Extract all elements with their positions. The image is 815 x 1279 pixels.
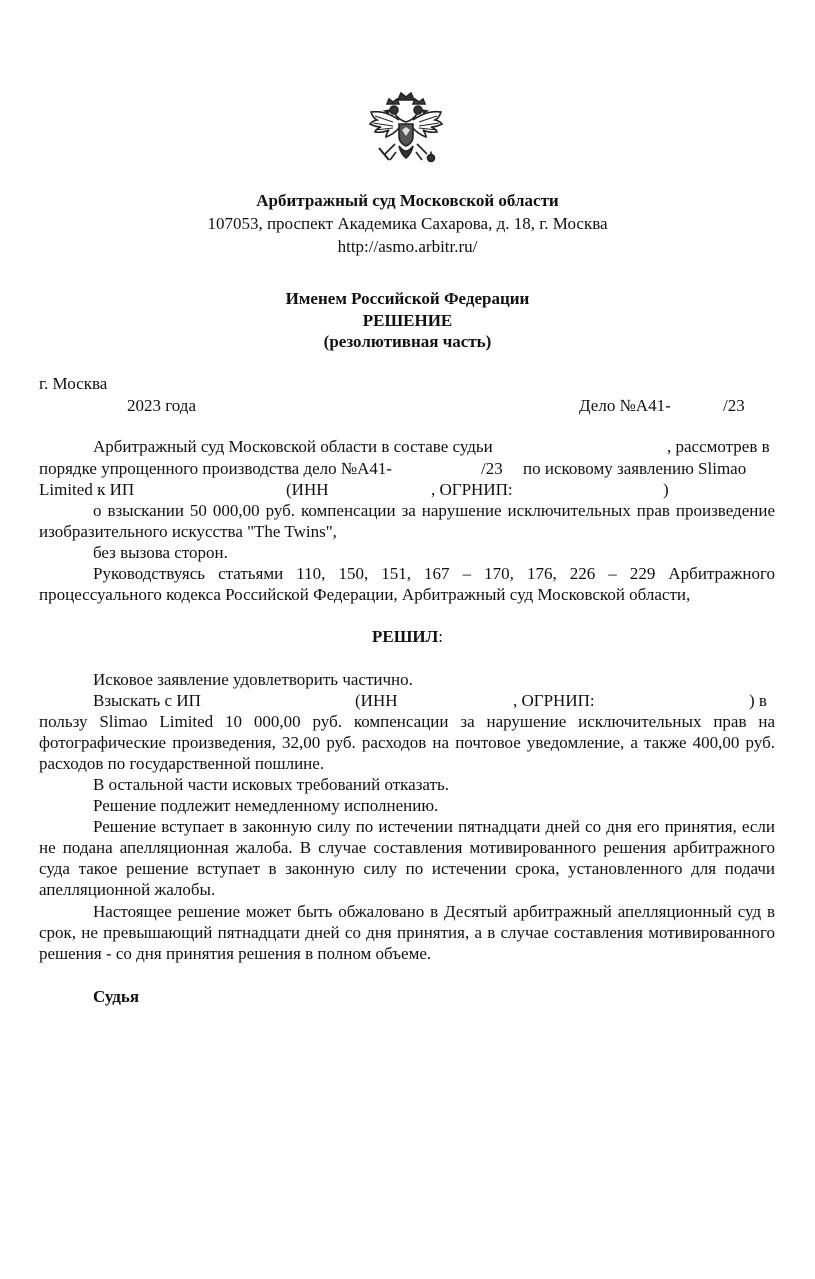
no-parties-note: без вызова сторон. xyxy=(93,543,228,562)
decision-item-4: Решение подлежит немедленному исполнению. xyxy=(93,796,439,815)
decision-item-5: Решение вступает в законную силу по истечении пятнадцати дней со дня его принятия, если не подана апелляционная жалоба. В случае составления мотивированного решения арбитражного суда такое решение вступает в законную силу по истечении срока, установленного для подачи апелляционной жалобы. xyxy=(39,817,775,899)
decision-item-1: Исковое заявление удовлетворить частично. xyxy=(93,670,413,689)
recovery-line-1-d: ) в xyxy=(749,691,767,710)
case-number-suffix: /23 xyxy=(723,396,745,415)
recovery-line-1-b: (ИНН xyxy=(355,691,398,710)
coat-of-arms-icon xyxy=(365,86,447,172)
intro-line-2-a: порядке упрощенного производства дело №А41- xyxy=(39,459,393,478)
recovery-details: пользу Slimao Limited 10 000,00 руб. компенсации за нарушение исключительных прав на фотографические произведения, 32,00 руб. расходов на почтовое уведомление, а также 400,00 руб. расходов по государственной пошлине. xyxy=(39,712,775,773)
title-line-1: Именем Российской Федерации xyxy=(285,289,530,308)
decided-colon: : xyxy=(438,627,444,646)
decided-word: РЕШИЛ xyxy=(371,627,439,646)
court-website: http://asmo.arbitr.ru/ xyxy=(337,237,478,256)
title-line-3: (резолютивная часть) xyxy=(323,332,492,351)
court-name: Арбитражный суд Московской области xyxy=(256,191,559,210)
legal-basis: Руководствуясь статьями 110, 150, 151, 167 – 170, 176, 226 – 229 Арбитражного процессуального кодекса Российской Федерации, Арбитражный суд Московской области, xyxy=(39,564,775,604)
intro-line-1-a: Арбитражный суд Московской области в составе судьи xyxy=(93,437,493,456)
claim-subject: о взыскании 50 000,00 руб. компенсации за нарушение исключительных прав произведение изобразительного искусства "The Twins", xyxy=(39,501,775,541)
intro-line-2-c: по исковому заявлению Slimao xyxy=(523,459,747,478)
recovery-line-1-a: Взыскать с ИП xyxy=(93,691,201,710)
recovery-line-1-c: , ОГРНИП: xyxy=(513,691,595,710)
intro-line-1-b: , рассмотрев в xyxy=(667,437,770,456)
judge-label: Судья xyxy=(93,987,140,1006)
intro-line-3-c: , ОГРНИП: xyxy=(431,480,513,499)
city: г. Москва xyxy=(39,374,108,393)
intro-line-2-b: /23 xyxy=(481,459,503,478)
decision-date: 2023 года xyxy=(127,396,197,415)
case-number-label: Дело №А41- xyxy=(579,396,671,415)
intro-line-3-a: Limited к ИП xyxy=(39,480,135,499)
decision-item-3: В остальной части исковых требований отказать. xyxy=(93,775,449,794)
title-line-2: РЕШЕНИЕ xyxy=(362,311,453,330)
court-address: 107053, проспект Академика Сахарова, д. 18, г. Москва xyxy=(207,214,608,233)
decided-heading xyxy=(0,626,815,647)
intro-line-3-b: (ИНН xyxy=(286,480,329,499)
decision-item-6: Настоящее решение может быть обжаловано в Десятый арбитражный апелляционный суд в срок, не превышающий пятнадцати дней со дня принятия, а в случае составления мотивированного решения - со дня принятия решения в полном объеме. xyxy=(39,902,775,963)
intro-line-3-d: ) xyxy=(663,480,669,499)
